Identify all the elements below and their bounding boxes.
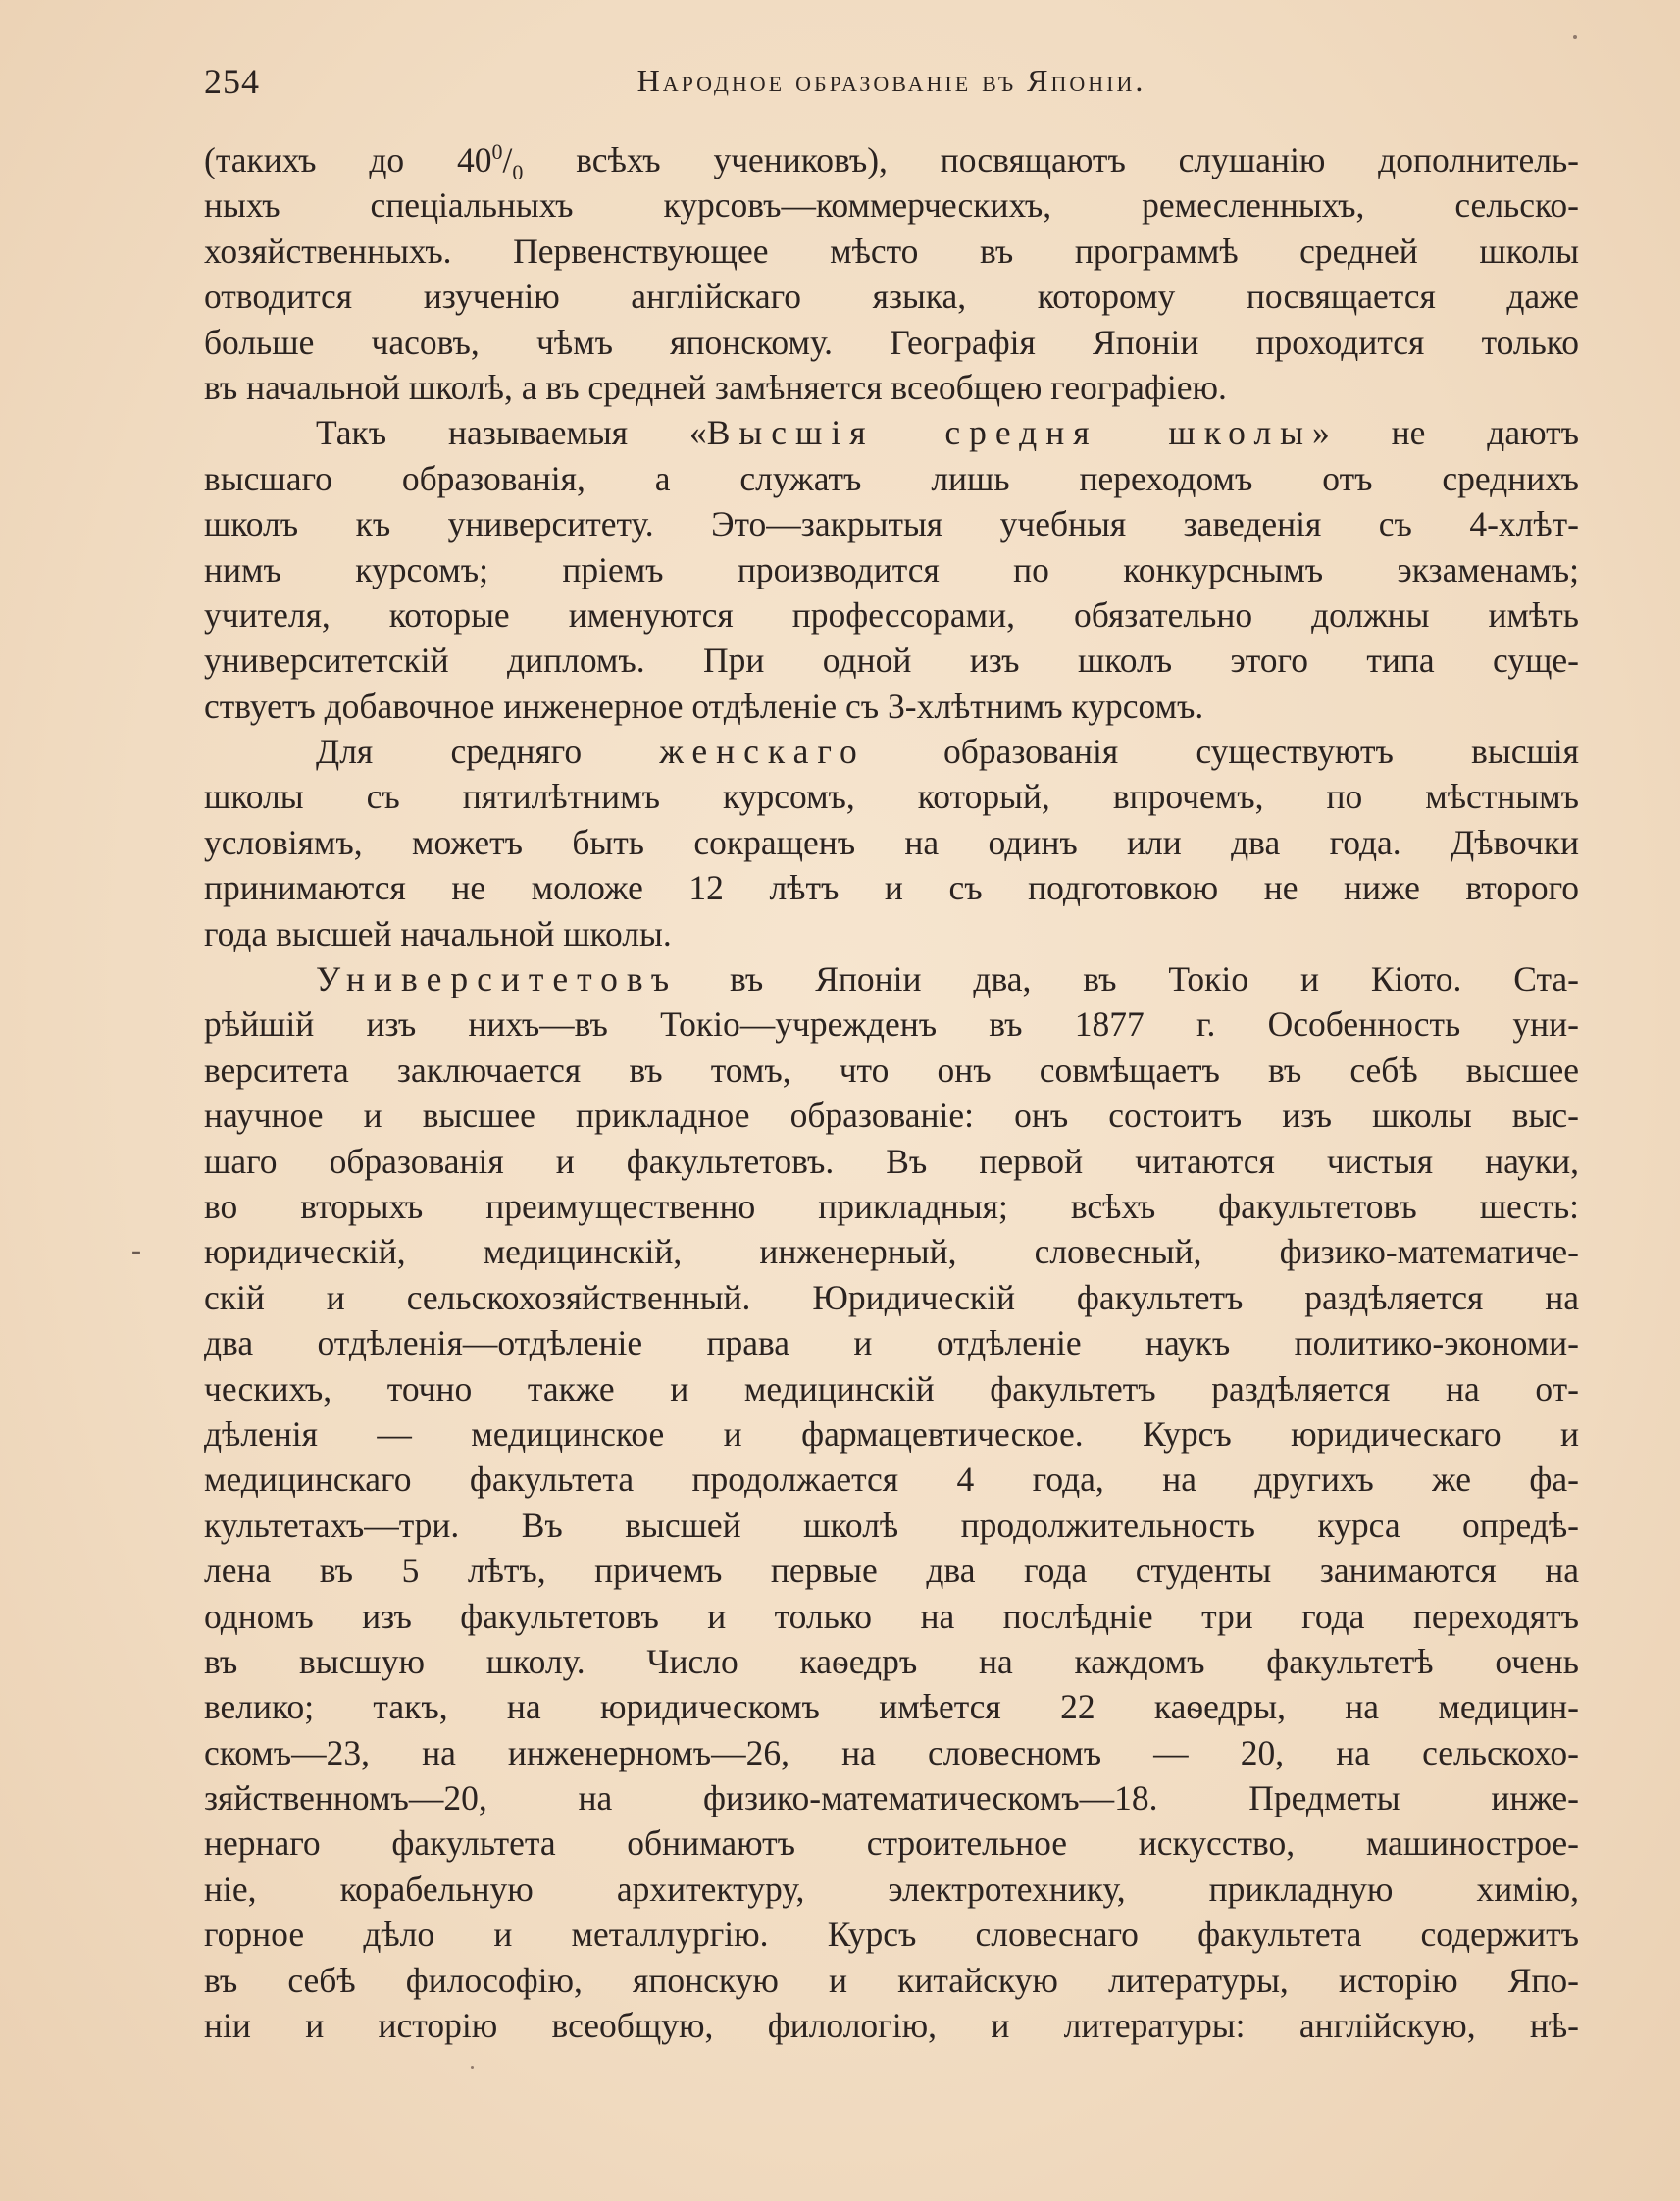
text-segment: / xyxy=(502,140,513,179)
text-line: высшаго образованія, а служатъ лишь переходомъ отъ среднихъ xyxy=(204,458,1579,498)
running-title: Народное образованіе въ Японіи. xyxy=(636,63,1146,98)
text-line: скій и сельскохозяйственный. Юридическій факультетъ раздѣляется на xyxy=(204,1277,1579,1317)
margin-mark: - xyxy=(131,1234,141,1266)
text-segment: (такихъ до 40 xyxy=(204,140,492,179)
text-line: школы съ пятилѣтнимъ курсомъ, который, впрочемъ, по мѣстнымъ xyxy=(204,777,1579,817)
text-line: нимъ курсомъ; пріемъ производится по конкурснымъ экзаменамъ; xyxy=(204,549,1579,589)
text-segment: Для средняго xyxy=(316,732,660,772)
superscript: 0 xyxy=(491,139,503,165)
text-line: скомъ—23, на инженерномъ—26, на словесномъ — 20, на сельскохо- xyxy=(204,1732,1579,1772)
text-line: принимаются не моложе 12 лѣтъ и съ подготовкою не ниже второго xyxy=(204,868,1579,908)
text-line: ніи и исторію всеобщую, филологію, и литературы: англійскую, нѣ- xyxy=(204,2006,1579,2046)
emphasized-term: женскаго xyxy=(659,732,866,772)
page-number: 254 xyxy=(204,62,260,101)
text-line: года высшей начальной школы. xyxy=(204,913,672,953)
text-line: во вторыхъ преимущественно прикладныя; всѣхъ факультетовъ шесть: xyxy=(204,1186,1579,1226)
text-line: юридическій, медицинскій, инженерный, словесный, физико-математиче- xyxy=(204,1232,1579,1272)
text-line: учителя, которые именуются профессорами, обязательно должны имѣть xyxy=(204,594,1579,635)
text-line: дѣленія — медицинское и фармацевтическое. Курсъ юридическаго и xyxy=(204,1413,1579,1454)
text-line xyxy=(204,956,1579,1001)
paper-speck xyxy=(1573,35,1577,39)
text-line: шаго образованія и факультетовъ. Въ первой читаются чистыя науки, xyxy=(204,1141,1579,1181)
text-line: въ себѣ философію, японскую и китайскую литературы, исторію Япо- xyxy=(204,1960,1579,2000)
emphasized-term: Университетовъ xyxy=(316,959,679,999)
text-line: зяйственномъ—20, на физико-математическомъ—18. Предметы инже- xyxy=(204,1778,1579,1818)
text-line: лена въ 5 лѣтъ, причемъ первые два года студенты занимаются на xyxy=(204,1551,1579,1591)
text-line: культетахъ—три. Въ высшей школѣ продолжительность курса опредѣ- xyxy=(204,1505,1579,1545)
text-line: отводится изученію англійскаго языка, которому посвящается даже xyxy=(204,277,1579,317)
text-line: ствуетъ добавочное инженерное отдѣленіе съ 3-хлѣтнимъ курсомъ. xyxy=(204,686,1204,726)
text-line: въ начальной школѣ, а въ средней замѣняется всеобщею географіею. xyxy=(204,367,1227,407)
body-text xyxy=(204,137,1579,2048)
text-line: велико; такъ, на юридическомъ имѣется 22 каѳедры, на медицин- xyxy=(204,1687,1579,1727)
text-segment: всѣхъ учениковъ), посвящаютъ слушанію дополнитель- xyxy=(523,140,1579,179)
text-line: научное и высшее прикладное образованіе: онъ состоитъ изъ школы выс- xyxy=(204,1096,1579,1136)
text-segment: въ Японіи два, въ Токіо и Кіото. Ста- xyxy=(678,959,1579,999)
text-line: ческихъ, точно также и медицинскій факультетъ раздѣляется на от- xyxy=(204,1368,1579,1408)
text-line: университетскій дипломъ. При одной изъ школъ этого типа суще- xyxy=(204,640,1579,681)
text-segment: образованія существуютъ высшія xyxy=(865,732,1579,772)
paper-speck xyxy=(471,2066,474,2069)
text-line: въ высшую школу. Число каѳедръ на каждомъ факультетѣ очень xyxy=(204,1641,1579,1681)
text-line: условіямъ, можетъ быть сокращенъ на одинъ или два года. Дѣвочки xyxy=(204,822,1579,862)
text-line: хозяйственныхъ. Первенствующее мѣсто въ программѣ средней школы xyxy=(204,230,1579,271)
text-line: рѣйшій изъ нихъ—въ Токіо—учрежденъ въ 1877 г. Особенность уни- xyxy=(204,1004,1579,1045)
text-line: верситета заключается въ томъ, что онъ совмѣщаетъ въ себѣ высшее xyxy=(204,1049,1579,1090)
page-header xyxy=(204,61,1579,110)
text-line xyxy=(204,729,1579,774)
text-segment: Такъ называемыя « xyxy=(316,413,707,453)
text-line: горное дѣло и металлургію. Курсъ словеснаго факультета содержитъ xyxy=(204,1915,1579,1955)
text-line: ніе, корабельную архитектуру, электротехнику, прикладную химію, xyxy=(204,1868,1579,1909)
text-line: нернаго факультета обнимаютъ строительное искусство, машинострое- xyxy=(204,1823,1579,1864)
subscript: 0 xyxy=(512,160,524,183)
text-segment: » не даютъ xyxy=(1312,413,1579,453)
text-line: больше часовъ, чѣмъ японскому. Географія Японіи проходится только xyxy=(204,322,1579,362)
emphasized-term: Высшія средня школы xyxy=(706,413,1313,453)
text-line: ныхъ спеціальныхъ курсовъ—коммерческихъ, ремесленныхъ, сельско- xyxy=(204,185,1579,226)
text-line: школъ къ университету. Это—закрытыя учебныя заведенія съ 4-хлѣт- xyxy=(204,504,1579,544)
text-line xyxy=(204,410,1579,455)
text-line: одномъ изъ факультетовъ и только на послѣдніе три года переходятъ xyxy=(204,1596,1579,1636)
text-line: медицинскаго факультета продолжается 4 года, на другихъ же фа- xyxy=(204,1459,1579,1500)
text-line xyxy=(204,137,1579,182)
text-line: два отдѣленія—отдѣленіе права и отдѣленіе наукъ политико-экономи- xyxy=(204,1323,1579,1363)
